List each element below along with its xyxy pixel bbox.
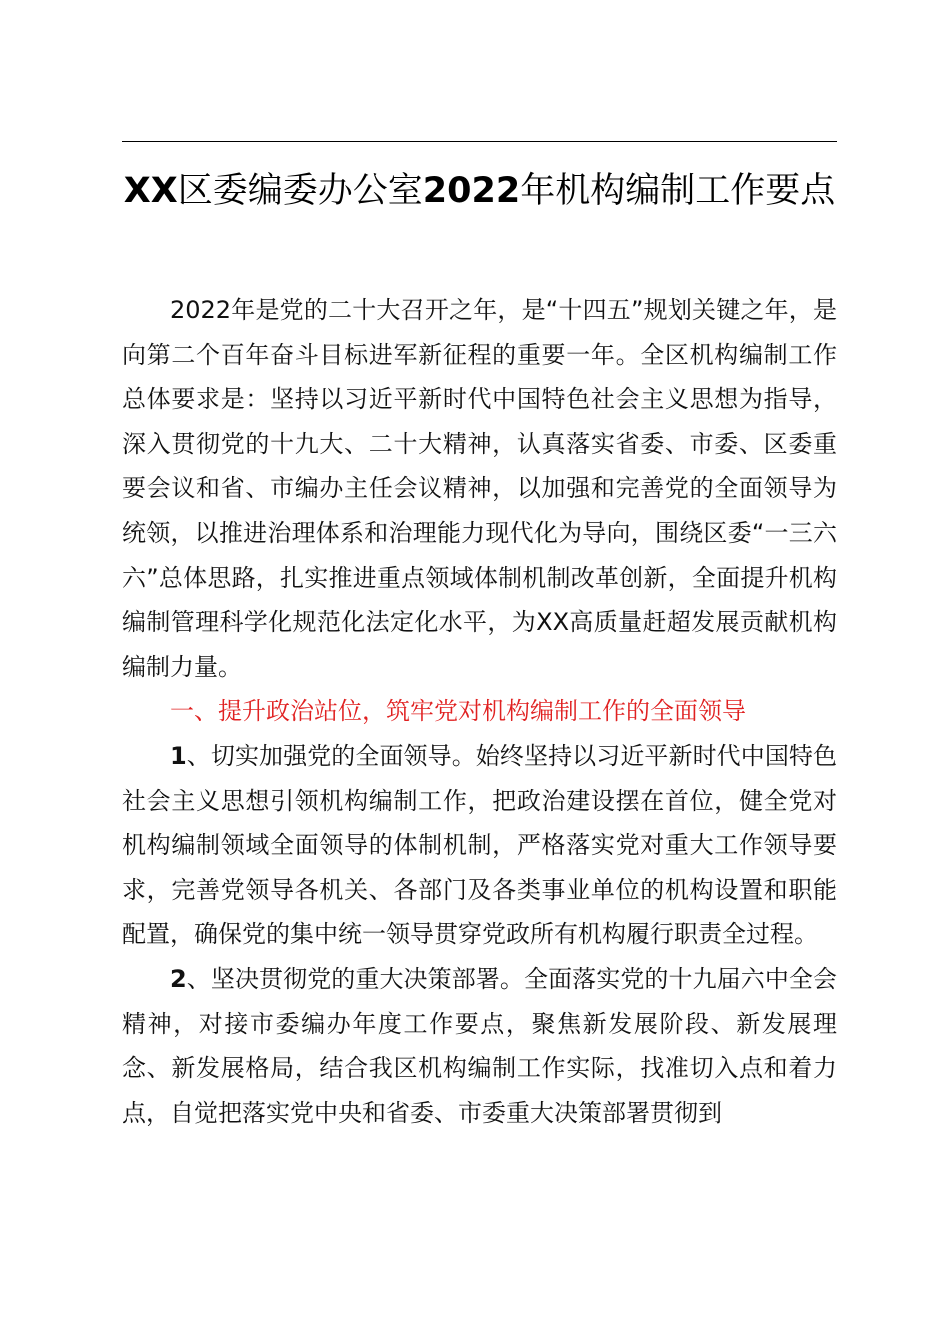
intro-paragraph: 2022年是党的二十大召开之年，是“十四五”规划关键之年，是向第二个百年奋斗目标进军新征程的重要一年。全区机构编制工作总体要求是：坚持以习近平新时代中国特色社会主义思想为指导，深入贯彻党的十九大、二十大精神，认真落实省委、市委、区委重要会议和省、市编办主任会议精神，以加强和完善党的全面领导为统领，以推进治理体系和治理能力现代化为导向，围绕区委“一三六六”总体思路，扎实推进重点领域体制机制改革创新，全面提升机构编制管理科学化规范化法定化水平，为XX高质量赶超发展贡献机构编制力量。 — [122, 296, 837, 681]
item-1-paragraph — [122, 734, 837, 957]
document-body — [122, 288, 837, 1135]
item-1-text: 、切实加强党的全面领导。始终坚持以习近平新时代中国特色社会主义思想引领机构编制工作，把政治建设摆在首位，健全党对机构编制领域全面领导的体制机制，严格落实党对重大工作领导要求，完善党领导各机关、各部门及各类事业单位的机构设置和职能配置，确保党的集中统一领导贯穿党政所有机构履行职责全过程。 — [122, 741, 837, 949]
document-title — [112, 165, 847, 217]
item-2-number: 2 — [170, 964, 187, 993]
title-part2: 年机构编制工作要点 — [520, 171, 836, 211]
item-1-number: 1 — [170, 741, 187, 770]
header-rule — [122, 141, 837, 142]
section-1-heading: 一、提升政治站位，筑牢党对机构编制工作的全面领导 — [170, 697, 746, 726]
item-2-text: 、坚决贯彻党的重大决策部署。全面落实党的十九届六中全会精神，对接市委编办年度工作要点，聚焦新发展阶段、新发展理念、新发展格局，结合我区机构编制工作实际，找准切入点和着力点，自觉把落实党中央和省委、市委重大决策部署贯彻到 — [122, 964, 837, 1127]
item-2-paragraph — [122, 957, 837, 1135]
title-year: 2022 — [422, 171, 521, 211]
title-part1: 区委编委办公室 — [177, 171, 423, 211]
title-prefix: XX — [123, 171, 178, 211]
